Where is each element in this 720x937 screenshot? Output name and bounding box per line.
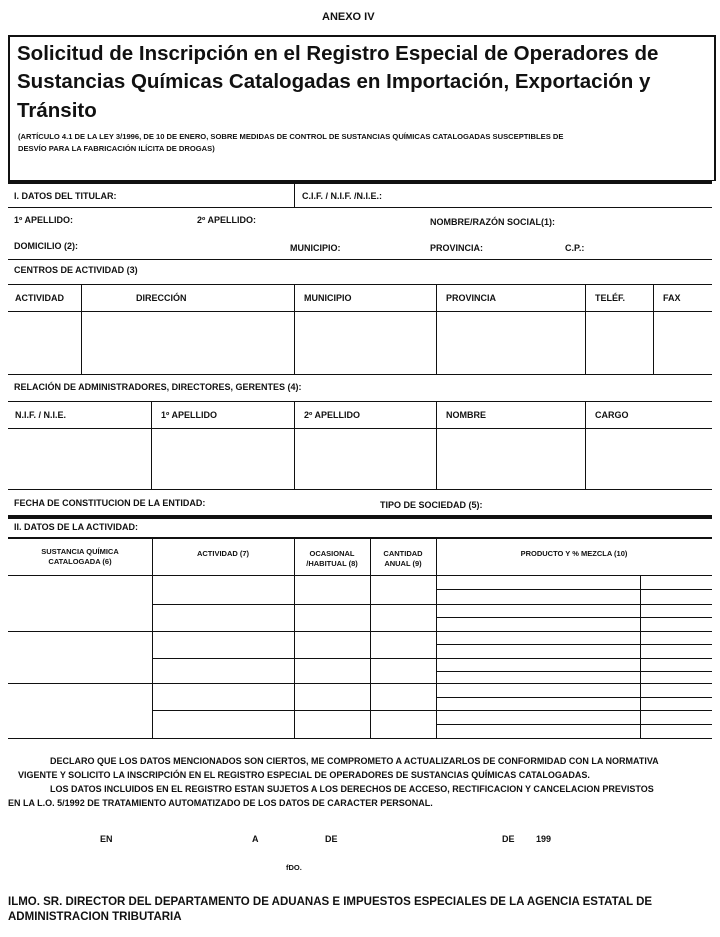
col-telef: TELÉF. xyxy=(595,293,626,303)
col-municipio: MUNICIPIO xyxy=(304,293,352,303)
addressee-line-1: ILMO. SR. DIRECTOR DEL DEPARTAMENTO DE ADUANAS E IMPUESTOS ESPECIALES DE LA AGENCIA ESTATAL DE xyxy=(8,896,653,908)
annex-label: ANEXO IV xyxy=(322,11,375,23)
subtitle-line-2: DESVÍO PARA LA FABRICACIÓN ILÍCITA DE DROGAS) xyxy=(18,144,215,153)
declaration-line-4: EN LA L.O. 5/1992 DE TRATAMIENTO AUTOMATIZADO DE LOS DATOS DE CARACTER PERSONAL. xyxy=(8,798,433,808)
cp-label: C.P.: xyxy=(565,243,585,253)
section1-rule xyxy=(8,180,712,184)
apellido1-label: 1º APELLIDO: xyxy=(14,215,73,225)
nombre-label: NOMBRE/RAZÓN SOCIAL(1): xyxy=(430,217,555,227)
col-producto: PRODUCTO Y % MEZCLA (10) xyxy=(520,549,628,558)
col-apellido2: 2º APELLIDO xyxy=(304,410,360,420)
title-line-2: Sustancias Químicas Catalogadas en Importación, Exportación y xyxy=(17,70,651,93)
relacion-label: RELACIÓN DE ADMINISTRADORES, DIRECTORES, GERENTES (4): xyxy=(14,382,302,392)
title-line-1: Solicitud de Inscripción en el Registro Especial de Operadores de xyxy=(17,42,659,65)
domicilio-label: DOMICILIO (2): xyxy=(14,241,78,251)
col-provincia: PROVINCIA xyxy=(446,293,497,303)
centros-table xyxy=(8,284,712,374)
divider xyxy=(8,259,712,260)
sig-a: A xyxy=(252,834,259,844)
actividad-table xyxy=(8,539,712,739)
col-fax: FAX xyxy=(663,293,681,303)
sig-fdo: fDO. xyxy=(286,863,302,872)
sig-year: 199 xyxy=(536,834,552,844)
section1-heading: I. DATOS DEL TITULAR: xyxy=(14,191,117,201)
section2-rule xyxy=(8,515,712,519)
tipo-label: TIPO DE SOCIEDAD (5): xyxy=(380,500,483,510)
col-sustancia-1: SUSTANCIA QUÍMICA xyxy=(41,547,119,556)
title-line-3: Tránsito xyxy=(17,99,97,122)
declaration-line-2: VIGENTE Y SOLICITO LA INSCRIPCIÓN EN EL REGISTRO ESPECIAL DE OPERADORES DE SUSTANCIAS QUÍMICAS CATALOGADAS. xyxy=(18,770,590,780)
sig-de1: DE xyxy=(325,834,338,844)
col-ocasional-2: /HABITUAL (8) xyxy=(306,559,358,568)
divider xyxy=(8,207,712,208)
col-actividad-header: ACTIVIDAD (7) xyxy=(196,549,250,558)
declaration-line-3: LOS DATOS INCLUIDOS EN EL REGISTRO ESTAN SUJETOS A LOS DERECHOS DE ACCESO, RECTIFICACION Y CANCELACION PREVISTOS xyxy=(50,784,654,794)
sig-de2: DE xyxy=(502,834,515,844)
relacion-table xyxy=(8,401,712,489)
provincia-label: PROVINCIA: xyxy=(430,243,484,253)
fecha-label: FECHA DE CONSTITUCION DE LA ENTIDAD: xyxy=(14,498,206,508)
col-nif: N.I.F. / N.I.E. xyxy=(15,410,67,420)
declaration-line-1: DECLARO QUE LOS DATOS MENCIONADOS SON CIERTOS, ME COMPROMETO A ACTUALIZARLOS DE CONFORMIDAD CON LA NORMATIVA xyxy=(50,756,659,766)
centros-label: CENTROS DE ACTIVIDAD (3) xyxy=(14,265,138,275)
subtitle-line-1: (ARTÍCULO 4.1 DE LA LEY 3/1996, DE 10 DE ENERO, SOBRE MEDIDAS DE CONTROL DE SUSTANCIAS QUÍMICAS CATALOGADAS SUSCEPTIBLES DE xyxy=(18,132,564,141)
col-direccion: DIRECCIÓN xyxy=(136,293,187,303)
section2-heading: II. DATOS DE LA ACTIVIDAD: xyxy=(14,522,139,532)
col-ocasional-1: OCASIONAL xyxy=(309,549,355,558)
apellido2-label: 2º APELLIDO: xyxy=(197,215,256,225)
col-cargo: CARGO xyxy=(595,410,629,420)
col-actividad: ACTIVIDAD xyxy=(15,293,64,303)
col-cantidad-1: CANTIDAD xyxy=(383,549,423,558)
col-apellido1: 1º APELLIDO xyxy=(161,410,217,420)
divider xyxy=(8,374,712,375)
sig-en: EN xyxy=(100,834,113,844)
divider xyxy=(294,184,295,207)
addressee-line-2: ADMINISTRACION TRIBUTARIA xyxy=(8,911,182,923)
divider xyxy=(8,489,712,490)
col-nombre: NOMBRE xyxy=(446,410,486,420)
municipio-label: MUNICIPIO: xyxy=(290,243,341,253)
cif-label: C.I.F. / N.I.F. /N.I.E.: xyxy=(302,191,383,201)
col-cantidad-2: ANUAL (9) xyxy=(384,559,422,568)
col-sustancia-2: CATALOGADA (6) xyxy=(48,557,112,566)
